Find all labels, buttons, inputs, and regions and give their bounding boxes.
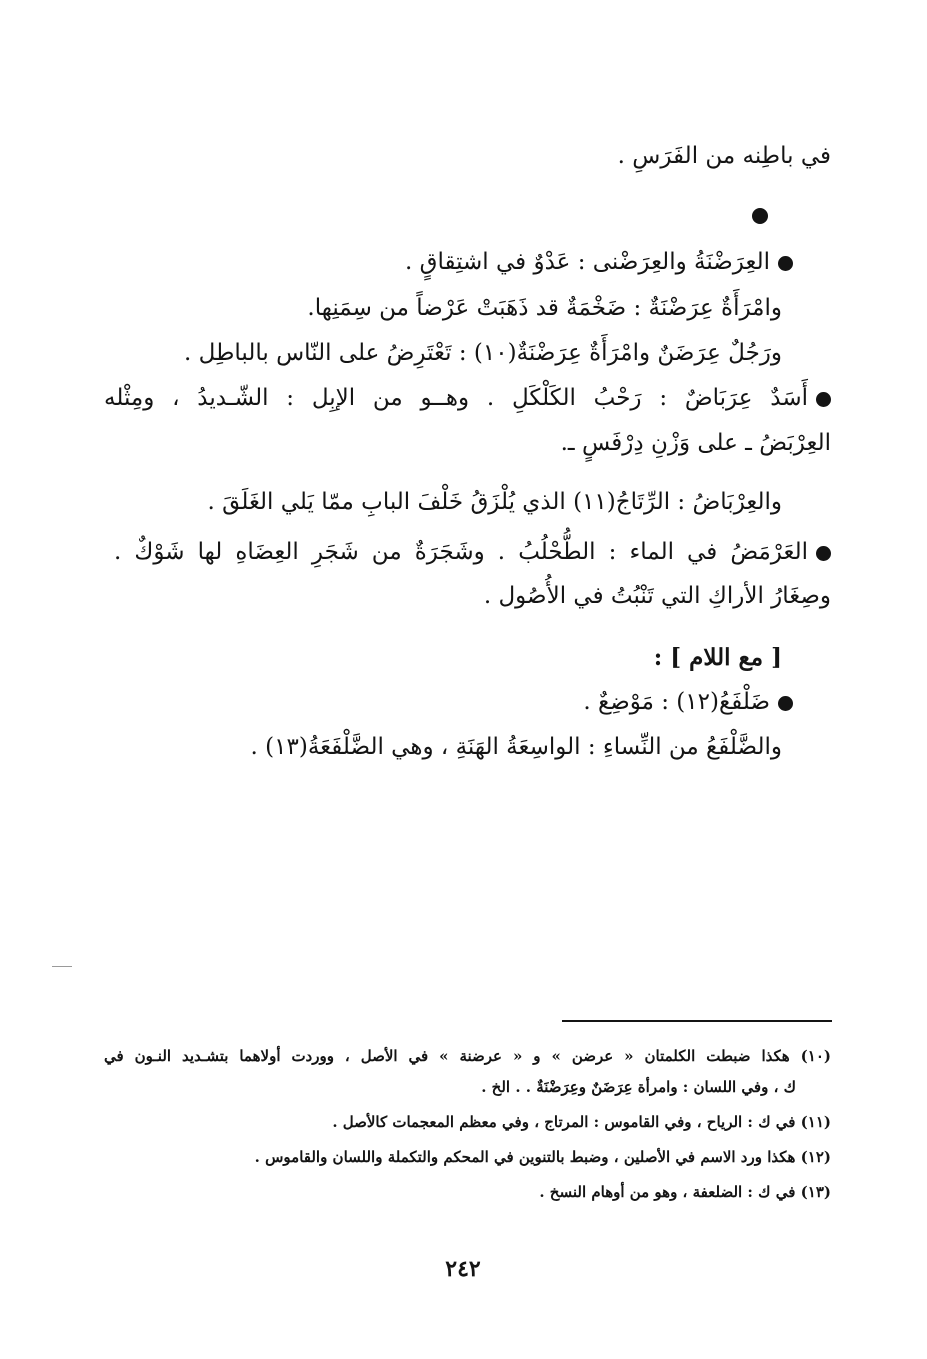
bullet-marker	[816, 546, 831, 561]
entry-armad-line	[114, 534, 831, 570]
text-line-1: في باطِنه من الفَرَسِ .	[617, 143, 831, 169]
bullet-marker	[778, 256, 793, 271]
page-number: ٢٤٢	[445, 1256, 481, 1282]
footnote-10-line-1: (١٠) هكذا ضبطت الكلمتان « عرضن » و « عرضنة » في الأصل ، ووردت أولاهما بتشـديد النـون في	[104, 1047, 831, 1065]
text-line-12: والضَّلْفَعُ من النِّساءِ : الواسِعَةُ الهَنَةِ ، وهي الضَّلْفَعَةُ(١٣) .	[250, 734, 782, 760]
footnote-11: (١١) في ك : الرياح ، وفي القاموس : المرتاج ، وفي معظم المعجمات كالأصل .	[332, 1113, 831, 1131]
footnote-separator	[562, 1020, 832, 1022]
scan-mark	[52, 966, 72, 967]
text-line-9: وصِغَارُ الأراكِ التي تَنْبُتُ في الأُصُول .	[483, 583, 831, 609]
bullet-marker	[752, 208, 768, 224]
bullet-marker	[816, 392, 831, 407]
text-line-7: والعِرْبَاضُ : الرِّتَاجُ(١١) الذي يُلْزَقُ خَلْفَ البابِ ممّا يَلي الغَلَقَ .	[207, 489, 782, 515]
footnote-13: (١٣) في ك : الضلعفة ، وهو من أوهام النسخ .	[539, 1183, 831, 1201]
section-heading: [ مع اللام ] :	[653, 644, 782, 671]
text-line-3: وامْرَأَةٌ عِرَضْنَةٌ : ضَخْمَةٌ قد ذَهَبَتْ عَرْضاً من سِمَنِها.	[307, 295, 782, 321]
entry-text: ضَلْفَعُ(١٢) : مَوْضِعٌ .	[583, 689, 770, 715]
entry-text: العِرَضْنَةُ والعِرَضْنى : عَدْوٌ في اشتِقاقٍ .	[404, 249, 770, 275]
entry-dalfa-line	[583, 684, 793, 720]
entry-text: أَسَدٌ عِرَبَاضٌ : رَحْبُ الكَلْكَلِ . وهــو من الإبِل : الشّـديدُ ، ومِثْله	[104, 385, 808, 411]
text-line-4: ورَجُلٌ عِرَضَنٌ وامْرَأَةٌ عِرَضْنَةٌ(١٠) : تَعْتَرِضُ على النّاس بالباطِل .	[184, 340, 782, 366]
entry-irbad-line	[104, 380, 831, 416]
text-line-6: العِرْبَضُ ـ على وَزْنِ دِرْفَسٍ ـ.	[560, 430, 831, 456]
entry-text: العَرْمَضُ في الماء : الطُّحْلُبُ . وشَجَرَةٌ من شَجَرِ العِضَاهِ لها شَوْكٌ .	[114, 539, 808, 565]
entry-arid-line	[405, 244, 793, 280]
bullet-marker	[778, 696, 793, 711]
footnote-12: (١٢) هكذا ورد الاسم في الأصلين ، وضبط بالتنوين في المحكم والتكملة واللسان والقاموس .	[254, 1148, 831, 1166]
footnote-10-line-2: ك ، وفي اللسان : وامرأة عِرَضَنٌ وعِرَضْنَةٌ . . الخ .	[481, 1078, 796, 1096]
